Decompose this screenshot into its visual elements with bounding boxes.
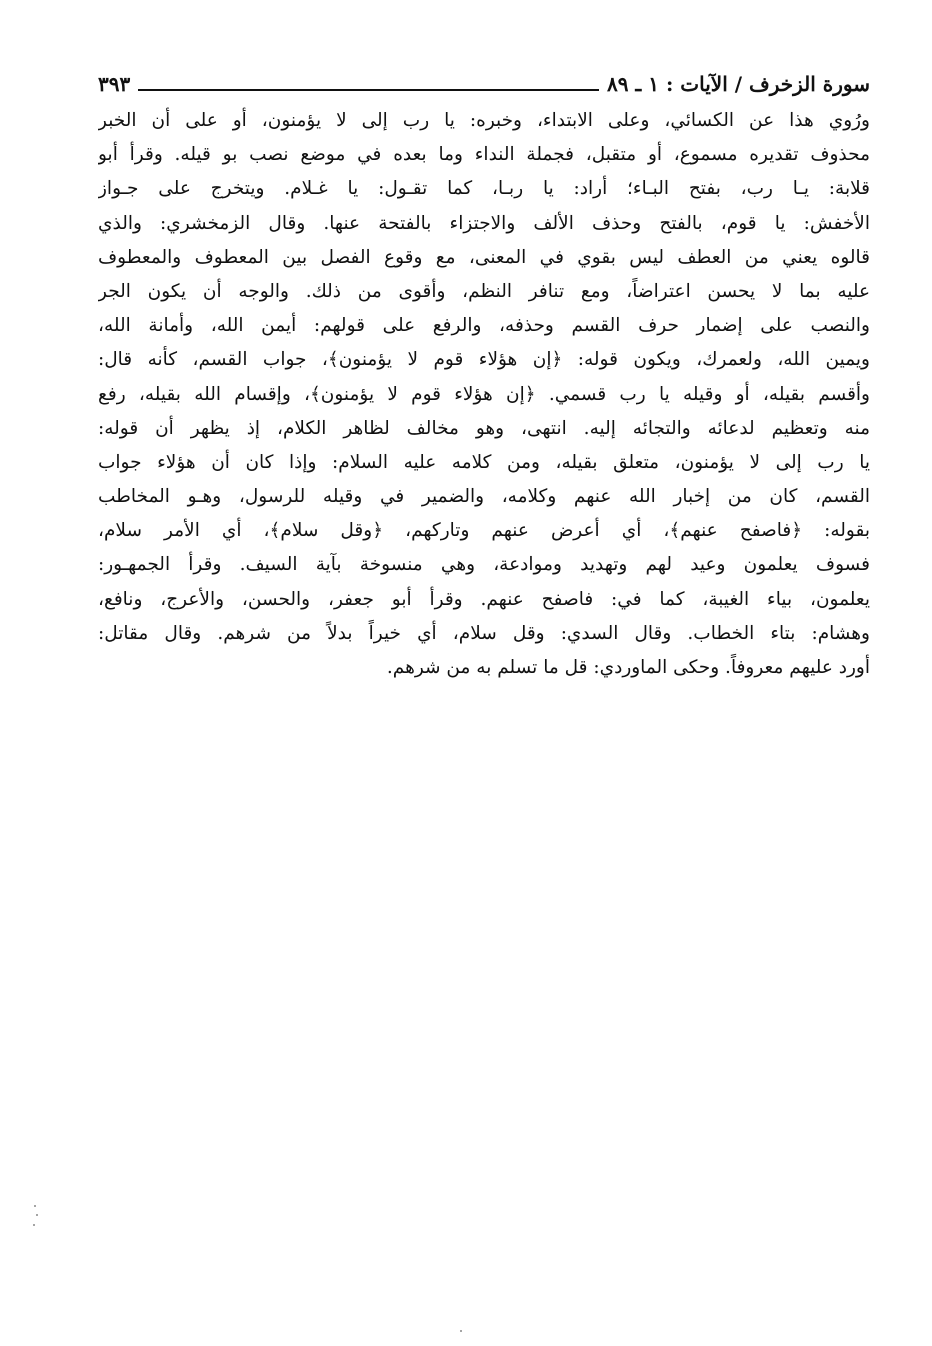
running-header	[98, 64, 870, 98]
page-number: ٣٩٣	[98, 72, 131, 96]
text-line: ورُوي هذا عن الكسائي، وعلى الابتداء، وخبره: يا رب إلى لا يؤمنون، أو على أن الخبر	[98, 110, 870, 131]
text-line: قالوه يعني من العطف ليس بقوي في المعنى، مع وقوع الفصل بين المعطوف والمعطوف	[98, 246, 870, 268]
scan-speck	[34, 1205, 36, 1207]
scan-speck	[36, 1214, 38, 1216]
text-line: قلابة: يـا رب، بفتح البـاء؛ أراد: يا ربـا، كما تقـول: يا غـلام. ويتخرج على جـواز	[98, 178, 870, 200]
text-line: بقوله: ﴿فاصفح عنهم﴾، أي أعرض عنهم وتاركهم، ﴿وقل سلام﴾، أي الأمر سلام،	[98, 520, 870, 542]
text-line: محذوف تقديره مسموع، أو متقبل، فجملة النداء وما بعده في موضع نصب بو قيله. وقرأ أبو	[98, 144, 870, 166]
scan-speck	[460, 1330, 462, 1332]
text-line: عليه بما لا يحسن اعتراضاً، ومع تنافر النظم، وأقوى من ذلك. والوجه أن يكون الجر	[98, 280, 870, 302]
scan-speck	[33, 1224, 35, 1226]
running-header-title: سورة الزخرف / الآيات : ١ ـ ٨٩	[606, 72, 870, 96]
header-rule	[138, 89, 599, 91]
text-line: يا رب إلى لا يؤمنون، متعلق بقيله، ومن كلامه عليه السلام: وإذا كان أن هؤلاء جواب	[98, 451, 870, 473]
text-line: منه وتعظيم لدعائه والتجائه إليه. انتهى، وهو مخالف لظاهر الكلام، إذ يظهر أن قوله:	[98, 417, 870, 439]
text-line: وأقسم بقيله، أو وقيله يا رب قسمي. ﴿إن هؤلاء قوم لا يؤمنون﴾، وإقسام الله بقيله، رفع	[98, 383, 870, 405]
text-line-last: أورد عليهم معروفاً. وحكى الماوردي: قل ما تسلم به من شرهم.	[386, 657, 870, 678]
body-text	[98, 104, 870, 685]
text-line: وهشام: بتاء الخطاب. وقال السدي: وقل سلام، أي خيراً بدلاً من شرهم. وقال مقاتل:	[98, 622, 870, 644]
text-line: يعلمون، بياء الغيبة، كما في: فاصفح عنهم. وقرأ أبو جعفر، والحسن، والأعرج، ونافع،	[98, 588, 870, 610]
text-line: فسوف يعلمون وعيد لهم وتهديد وموادعة، وهي منسوخة بآية السيف. وقرأ الجمهـور:	[98, 554, 870, 576]
text-line: القسم، كان من إخبار الله عنهم وكلامه، والضمير في وقيله للرسول، وهـو المخاطب	[98, 486, 870, 508]
text-line: الأخفش: يا قوم، بالفتح وحذف الألف والاجتزاء بالفتحة عنها. وقال الزمخشري: والذي	[98, 212, 870, 234]
text-line: ويمين الله، ولعمرك، ويكون قوله: ﴿إن هؤلاء قوم لا يؤمنون﴾، جواب القسم، كأنه قال:	[98, 349, 870, 371]
text-line: والنصب على إضمار حرف القسم وحذفه، والرفع على قولهم: أيمن الله، وأمانة الله،	[98, 315, 870, 337]
